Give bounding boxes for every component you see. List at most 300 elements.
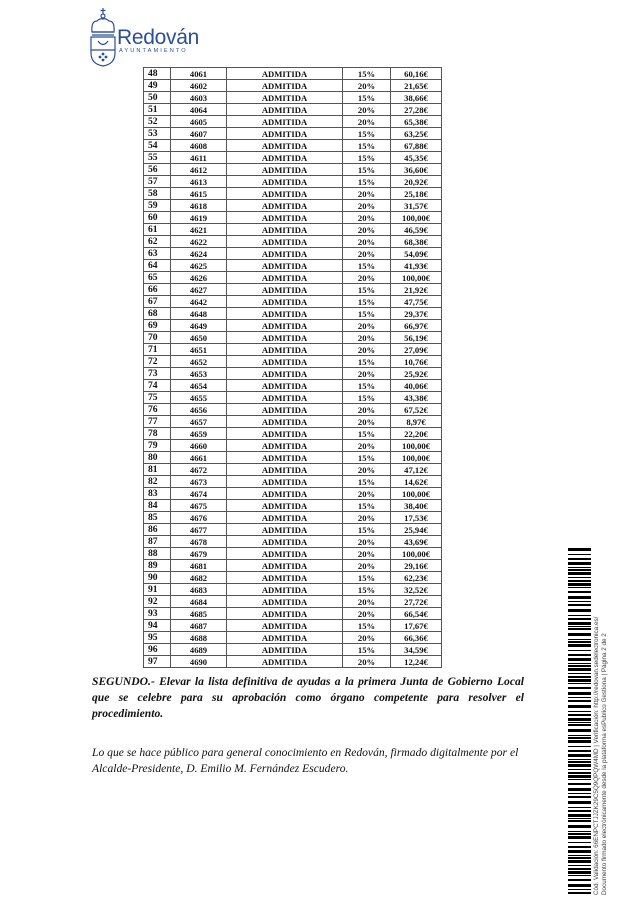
percentage-cell: 20% — [343, 536, 391, 548]
percentage-cell: 15% — [343, 524, 391, 536]
applicant-code-cell: 4687 — [171, 620, 227, 632]
town-subtitle: AYUNTAMIENTO — [119, 48, 188, 54]
status-cell: ADMITIDA — [227, 212, 343, 224]
row-number-cell: 64 — [144, 260, 171, 272]
percentage-cell: 20% — [343, 200, 391, 212]
table-row — [144, 308, 442, 320]
applicant-code-cell: 4613 — [171, 176, 227, 188]
percentage-cell: 20% — [343, 512, 391, 524]
amount-cell: 36,60€ — [391, 164, 442, 176]
row-number-cell: 57 — [144, 176, 171, 188]
row-number-cell: 62 — [144, 236, 171, 248]
status-cell: ADMITIDA — [227, 344, 343, 356]
table-row — [144, 416, 442, 428]
percentage-cell: 20% — [343, 416, 391, 428]
amount-cell: 100,00€ — [391, 488, 442, 500]
row-number-cell: 50 — [144, 92, 171, 104]
applicant-code-cell: 4674 — [171, 488, 227, 500]
row-number-cell: 69 — [144, 320, 171, 332]
row-number-cell: 89 — [144, 560, 171, 572]
row-number-cell: 78 — [144, 428, 171, 440]
applicant-code-cell: 4661 — [171, 452, 227, 464]
row-number-cell: 52 — [144, 116, 171, 128]
barcode-icon — [568, 548, 591, 895]
percentage-cell: 15% — [343, 356, 391, 368]
table-row — [144, 452, 442, 464]
amount-cell: 32,52€ — [391, 584, 442, 596]
coat-of-arms-icon — [88, 6, 118, 68]
status-cell: ADMITIDA — [227, 620, 343, 632]
table-row — [144, 224, 442, 236]
applicant-code-cell: 4681 — [171, 560, 227, 572]
table-row — [144, 68, 442, 80]
amount-cell: 25,94€ — [391, 524, 442, 536]
row-number-cell: 86 — [144, 524, 171, 536]
table-row — [144, 596, 442, 608]
status-cell: ADMITIDA — [227, 524, 343, 536]
applicant-code-cell: 4651 — [171, 344, 227, 356]
row-number-cell: 71 — [144, 344, 171, 356]
percentage-cell: 20% — [343, 224, 391, 236]
percentage-cell: 15% — [343, 284, 391, 296]
row-number-cell: 54 — [144, 140, 171, 152]
row-number-cell: 81 — [144, 464, 171, 476]
table-row — [144, 512, 442, 524]
status-cell: ADMITIDA — [227, 416, 343, 428]
status-cell: ADMITIDA — [227, 488, 343, 500]
amount-cell: 62,23€ — [391, 572, 442, 584]
table-row — [144, 380, 442, 392]
amount-cell: 25,18€ — [391, 188, 442, 200]
status-cell: ADMITIDA — [227, 584, 343, 596]
applicant-code-cell: 4684 — [171, 596, 227, 608]
row-number-cell: 51 — [144, 104, 171, 116]
percentage-cell: 20% — [343, 272, 391, 284]
percentage-cell: 20% — [343, 632, 391, 644]
percentage-cell: 20% — [343, 104, 391, 116]
percentage-cell: 15% — [343, 620, 391, 632]
status-cell: ADMITIDA — [227, 596, 343, 608]
row-number-cell: 49 — [144, 80, 171, 92]
row-number-cell: 66 — [144, 284, 171, 296]
table-row — [144, 140, 442, 152]
amount-cell: 38,40€ — [391, 500, 442, 512]
status-cell: ADMITIDA — [227, 248, 343, 260]
status-cell: ADMITIDA — [227, 428, 343, 440]
aid-list-table — [143, 67, 442, 668]
status-cell: ADMITIDA — [227, 200, 343, 212]
row-number-cell: 61 — [144, 224, 171, 236]
percentage-cell: 15% — [343, 452, 391, 464]
applicant-code-cell: 4655 — [171, 392, 227, 404]
amount-cell: 17,53€ — [391, 512, 442, 524]
amount-cell: 54,09€ — [391, 248, 442, 260]
row-number-cell: 82 — [144, 476, 171, 488]
percentage-cell: 20% — [343, 212, 391, 224]
row-number-cell: 56 — [144, 164, 171, 176]
percentage-cell: 20% — [343, 80, 391, 92]
status-cell: ADMITIDA — [227, 560, 343, 572]
percentage-cell: 20% — [343, 596, 391, 608]
table-row — [144, 80, 442, 92]
town-name: Redován — [117, 26, 199, 49]
status-cell: ADMITIDA — [227, 476, 343, 488]
table-row — [144, 548, 442, 560]
amount-cell: 67,88€ — [391, 140, 442, 152]
percentage-cell: 15% — [343, 644, 391, 656]
table-row — [144, 536, 442, 548]
status-cell: ADMITIDA — [227, 512, 343, 524]
amount-cell: 63,25€ — [391, 128, 442, 140]
row-number-cell: 76 — [144, 404, 171, 416]
status-cell: ADMITIDA — [227, 92, 343, 104]
percentage-cell: 20% — [343, 560, 391, 572]
amount-cell: 21,92€ — [391, 284, 442, 296]
status-cell: ADMITIDA — [227, 104, 343, 116]
status-cell: ADMITIDA — [227, 464, 343, 476]
table-row — [144, 332, 442, 344]
status-cell: ADMITIDA — [227, 236, 343, 248]
percentage-cell: 15% — [343, 572, 391, 584]
applicant-code-cell: 4657 — [171, 416, 227, 428]
applicant-code-cell: 4625 — [171, 260, 227, 272]
applicant-code-cell: 4685 — [171, 608, 227, 620]
amount-cell: 66,36€ — [391, 632, 442, 644]
row-number-cell: 92 — [144, 596, 171, 608]
applicant-code-cell: 4621 — [171, 224, 227, 236]
table-row — [144, 92, 442, 104]
amount-cell: 100,00€ — [391, 452, 442, 464]
percentage-cell: 20% — [343, 236, 391, 248]
amount-cell: 22,20€ — [391, 428, 442, 440]
status-cell: ADMITIDA — [227, 164, 343, 176]
row-number-cell: 59 — [144, 200, 171, 212]
row-number-cell: 97 — [144, 656, 171, 668]
percentage-cell: 20% — [343, 248, 391, 260]
amount-cell: 100,00€ — [391, 212, 442, 224]
signature-info: Documento firmado electrónicamente desde la plataforma esPublico Gestiona | Página 2 de 2 — [600, 633, 608, 895]
amount-cell: 56,19€ — [391, 332, 442, 344]
table-row — [144, 428, 442, 440]
percentage-cell: 15% — [343, 584, 391, 596]
applicant-code-cell: 4683 — [171, 584, 227, 596]
table-row — [144, 164, 442, 176]
applicant-code-cell: 4619 — [171, 212, 227, 224]
table-row — [144, 176, 442, 188]
table-row — [144, 128, 442, 140]
table-row — [144, 440, 442, 452]
status-cell: ADMITIDA — [227, 332, 343, 344]
table-row — [144, 392, 442, 404]
percentage-cell: 15% — [343, 380, 391, 392]
applicant-code-cell: 4673 — [171, 476, 227, 488]
row-number-cell: 48 — [144, 68, 171, 80]
row-number-cell: 96 — [144, 644, 171, 656]
amount-cell: 66,54€ — [391, 608, 442, 620]
amount-cell: 29,16€ — [391, 560, 442, 572]
validation-footer — [593, 617, 608, 895]
status-cell: ADMITIDA — [227, 224, 343, 236]
status-cell: ADMITIDA — [227, 284, 343, 296]
amount-cell: 27,72€ — [391, 596, 442, 608]
table-row — [144, 284, 442, 296]
status-cell: ADMITIDA — [227, 140, 343, 152]
row-number-cell: 94 — [144, 620, 171, 632]
table-row — [144, 476, 442, 488]
amount-cell: 65,38€ — [391, 116, 442, 128]
status-cell: ADMITIDA — [227, 500, 343, 512]
row-number-cell: 75 — [144, 392, 171, 404]
row-number-cell: 90 — [144, 572, 171, 584]
amount-cell: 47,75€ — [391, 296, 442, 308]
table-row — [144, 116, 442, 128]
amount-cell: 27,28€ — [391, 104, 442, 116]
applicant-code-cell: 4064 — [171, 104, 227, 116]
applicant-code-cell: 4659 — [171, 428, 227, 440]
amount-cell: 25,92€ — [391, 368, 442, 380]
row-number-cell: 87 — [144, 536, 171, 548]
table-row — [144, 320, 442, 332]
status-cell: ADMITIDA — [227, 608, 343, 620]
applicant-code-cell: 4061 — [171, 68, 227, 80]
row-number-cell: 77 — [144, 416, 171, 428]
status-cell: ADMITIDA — [227, 452, 343, 464]
applicant-code-cell: 4615 — [171, 188, 227, 200]
applicant-code-cell: 4622 — [171, 236, 227, 248]
row-number-cell: 85 — [144, 512, 171, 524]
amount-cell: 68,38€ — [391, 236, 442, 248]
applicant-code-cell: 4612 — [171, 164, 227, 176]
amount-cell: 12,24€ — [391, 656, 442, 668]
amount-cell: 47,12€ — [391, 464, 442, 476]
applicant-code-cell: 4642 — [171, 296, 227, 308]
table-row — [144, 296, 442, 308]
table-row — [144, 584, 442, 596]
status-cell: ADMITIDA — [227, 440, 343, 452]
percentage-cell: 20% — [343, 368, 391, 380]
row-number-cell: 84 — [144, 500, 171, 512]
applicant-code-cell: 4656 — [171, 404, 227, 416]
table-row — [144, 608, 442, 620]
row-number-cell: 70 — [144, 332, 171, 344]
status-cell: ADMITIDA — [227, 128, 343, 140]
table-row — [144, 200, 442, 212]
applicant-code-cell: 4627 — [171, 284, 227, 296]
percentage-cell: 20% — [343, 404, 391, 416]
row-number-cell: 91 — [144, 584, 171, 596]
row-number-cell: 53 — [144, 128, 171, 140]
status-cell: ADMITIDA — [227, 296, 343, 308]
amount-cell: 38,66€ — [391, 92, 442, 104]
status-cell: ADMITIDA — [227, 320, 343, 332]
amount-cell: 17,67€ — [391, 620, 442, 632]
applicant-code-cell: 4688 — [171, 632, 227, 644]
row-number-cell: 79 — [144, 440, 171, 452]
status-cell: ADMITIDA — [227, 656, 343, 668]
status-cell: ADMITIDA — [227, 572, 343, 584]
percentage-cell: 15% — [343, 428, 391, 440]
status-cell: ADMITIDA — [227, 176, 343, 188]
percentage-cell: 15% — [343, 92, 391, 104]
amount-cell: 66,97€ — [391, 320, 442, 332]
status-cell: ADMITIDA — [227, 644, 343, 656]
percentage-cell: 15% — [343, 152, 391, 164]
table-row — [144, 404, 442, 416]
applicant-code-cell: 4689 — [171, 644, 227, 656]
percentage-cell: 20% — [343, 548, 391, 560]
table-row — [144, 356, 442, 368]
amount-cell: 45,35€ — [391, 152, 442, 164]
row-number-cell: 95 — [144, 632, 171, 644]
amount-cell: 29,37€ — [391, 308, 442, 320]
status-cell: ADMITIDA — [227, 68, 343, 80]
amount-cell: 40,06€ — [391, 380, 442, 392]
amount-cell: 14,62€ — [391, 476, 442, 488]
status-cell: ADMITIDA — [227, 188, 343, 200]
amount-cell: 41,93€ — [391, 260, 442, 272]
percentage-cell: 15% — [343, 164, 391, 176]
amount-cell: 8,97€ — [391, 416, 442, 428]
percentage-cell: 20% — [343, 116, 391, 128]
status-cell: ADMITIDA — [227, 116, 343, 128]
status-cell: ADMITIDA — [227, 356, 343, 368]
status-cell: ADMITIDA — [227, 380, 343, 392]
table-row — [144, 572, 442, 584]
applicant-code-cell: 4672 — [171, 464, 227, 476]
applicant-code-cell: 4618 — [171, 200, 227, 212]
amount-cell: 21,65€ — [391, 80, 442, 92]
table-row — [144, 248, 442, 260]
amount-cell: 10,76€ — [391, 356, 442, 368]
status-cell: ADMITIDA — [227, 260, 343, 272]
amount-cell: 46,59€ — [391, 224, 442, 236]
applicant-code-cell: 4679 — [171, 548, 227, 560]
amount-cell: 34,59€ — [391, 644, 442, 656]
row-number-cell: 55 — [144, 152, 171, 164]
applicant-code-cell: 4624 — [171, 248, 227, 260]
table-row — [144, 488, 442, 500]
status-cell: ADMITIDA — [227, 536, 343, 548]
table-row — [144, 236, 442, 248]
table-row — [144, 104, 442, 116]
table-row — [144, 656, 442, 668]
applicant-code-cell: 4660 — [171, 440, 227, 452]
applicant-code-cell: 4626 — [171, 272, 227, 284]
table-row — [144, 620, 442, 632]
applicant-code-cell: 4690 — [171, 656, 227, 668]
percentage-cell: 15% — [343, 476, 391, 488]
applicant-code-cell: 4649 — [171, 320, 227, 332]
percentage-cell: 20% — [343, 488, 391, 500]
amount-cell: 31,57€ — [391, 200, 442, 212]
applicant-code-cell: 4608 — [171, 140, 227, 152]
percentage-cell: 15% — [343, 260, 391, 272]
percentage-cell: 20% — [343, 656, 391, 668]
amount-cell: 43,38€ — [391, 392, 442, 404]
amount-cell: 27,09€ — [391, 344, 442, 356]
applicant-code-cell: 4678 — [171, 536, 227, 548]
resolution-segundo: SEGUNDO.- Elevar la lista definitiva de ayudas a la primera Junta de Gobierno Local que se celebre para su aprobación como órgano competente para resolver el procedimiento. — [92, 675, 524, 720]
table-row — [144, 524, 442, 536]
table-row — [144, 632, 442, 644]
amount-cell: 20,92€ — [391, 176, 442, 188]
applicant-code-cell: 4650 — [171, 332, 227, 344]
table-row — [144, 560, 442, 572]
status-cell: ADMITIDA — [227, 404, 343, 416]
row-number-cell: 88 — [144, 548, 171, 560]
amount-cell: 100,00€ — [391, 272, 442, 284]
applicant-code-cell: 4603 — [171, 92, 227, 104]
table-row — [144, 368, 442, 380]
applicant-code-cell: 4653 — [171, 368, 227, 380]
row-number-cell: 63 — [144, 248, 171, 260]
percentage-cell: 20% — [343, 332, 391, 344]
percentage-cell: 20% — [343, 344, 391, 356]
table-row — [144, 152, 442, 164]
status-cell: ADMITIDA — [227, 308, 343, 320]
applicant-code-cell: 4648 — [171, 308, 227, 320]
row-number-cell: 60 — [144, 212, 171, 224]
status-cell: ADMITIDA — [227, 368, 343, 380]
row-number-cell: 58 — [144, 188, 171, 200]
row-number-cell: 65 — [144, 272, 171, 284]
percentage-cell: 20% — [343, 440, 391, 452]
percentage-cell: 20% — [343, 464, 391, 476]
row-number-cell: 72 — [144, 356, 171, 368]
status-cell: ADMITIDA — [227, 272, 343, 284]
status-cell: ADMITIDA — [227, 80, 343, 92]
percentage-cell: 15% — [343, 140, 391, 152]
applicant-code-cell: 4611 — [171, 152, 227, 164]
applicant-code-cell: 4654 — [171, 380, 227, 392]
percentage-cell: 15% — [343, 296, 391, 308]
percentage-cell: 20% — [343, 188, 391, 200]
table-row — [144, 644, 442, 656]
table-row — [144, 272, 442, 284]
status-cell: ADMITIDA — [227, 548, 343, 560]
row-number-cell: 93 — [144, 608, 171, 620]
percentage-cell: 15% — [343, 308, 391, 320]
closing-statement: Lo que se hace público para general conocimiento en Redován, firmado digitalmente por el Alcalde-Presidente, D. Emilio M. Fernández Escudero. — [92, 746, 519, 775]
status-cell: ADMITIDA — [227, 152, 343, 164]
applicant-code-cell: 4682 — [171, 572, 227, 584]
applicant-code-cell: 4676 — [171, 512, 227, 524]
amount-cell: 43,69€ — [391, 536, 442, 548]
amount-cell: 100,00€ — [391, 548, 442, 560]
applicant-code-cell: 4675 — [171, 500, 227, 512]
row-number-cell: 68 — [144, 308, 171, 320]
status-cell: ADMITIDA — [227, 632, 343, 644]
row-number-cell: 80 — [144, 452, 171, 464]
percentage-cell: 15% — [343, 68, 391, 80]
validation-code[interactable]: Cód. Validación: 66ENPCTJJZK29C5Q9QPQW4MD | Verificación: http://redovan.sedelectronica.es/ — [593, 616, 600, 895]
percentage-cell: 15% — [343, 128, 391, 140]
table-row — [144, 500, 442, 512]
percentage-cell: 15% — [343, 176, 391, 188]
applicant-code-cell: 4605 — [171, 116, 227, 128]
percentage-cell: 15% — [343, 500, 391, 512]
percentage-cell: 20% — [343, 608, 391, 620]
status-cell: ADMITIDA — [227, 392, 343, 404]
percentage-cell: 20% — [343, 320, 391, 332]
table-row — [144, 212, 442, 224]
table-row — [144, 344, 442, 356]
applicant-code-cell: 4607 — [171, 128, 227, 140]
table-row — [144, 188, 442, 200]
row-number-cell: 67 — [144, 296, 171, 308]
amount-cell: 67,52€ — [391, 404, 442, 416]
amount-cell: 60,16€ — [391, 68, 442, 80]
